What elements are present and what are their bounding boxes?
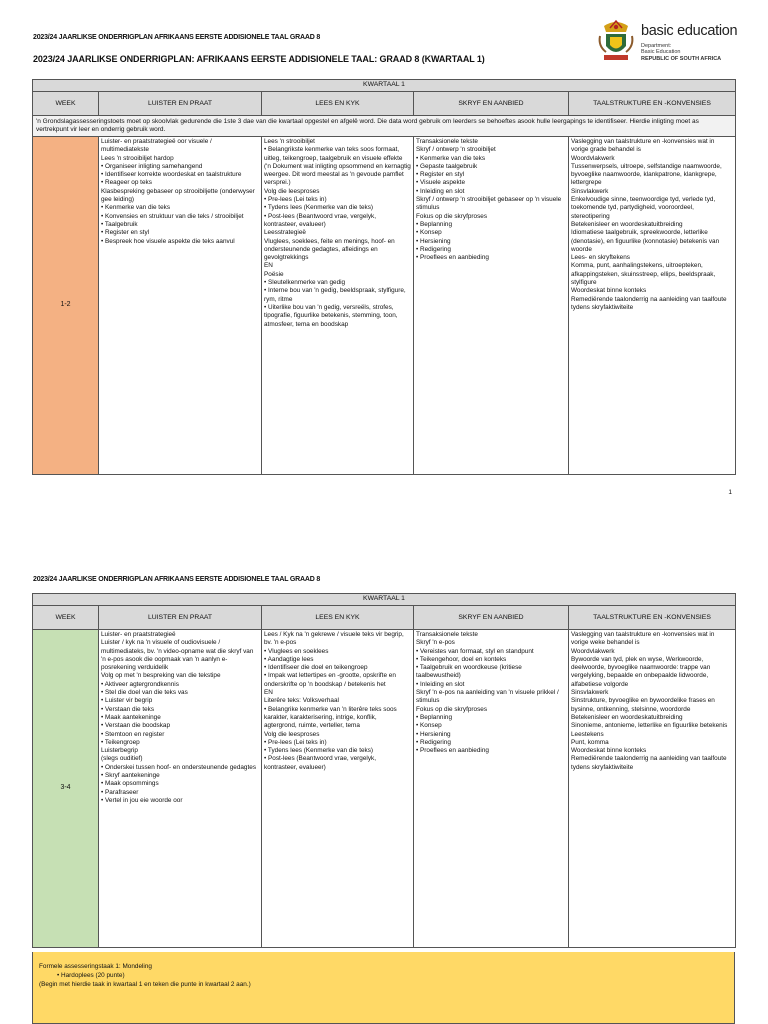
cell-line: Skryf 'n e-pos — [416, 639, 455, 647]
cell-line: Vaslegging van taalstrukture en -konvensies wat in vorige grade behandel is — [571, 138, 715, 154]
cell-line: Leestekens — [571, 730, 604, 738]
cell-line: Lees 'n strooibiljet — [264, 138, 315, 145]
column-header-lees: LEES EN KYK — [262, 606, 414, 630]
cell-line: • Maak aantekeninge — [101, 713, 161, 721]
cell-line: • Verstaan die boodskap — [101, 722, 171, 730]
cell-line: Lees- en skryftekens — [571, 254, 630, 262]
cell-line: Luister- en praatstrategieë oor visuele / multimediatekste — [101, 138, 212, 154]
luister-cell — [99, 630, 262, 948]
taal-cell — [569, 630, 736, 948]
cell-line: • Post-lees (Beantwoord vrae, vergelyk, kontrasteer, evalueer) — [264, 212, 376, 228]
page-gap — [0, 512, 768, 566]
cell-line: Lees / Kyk na 'n gekrewe / visuele teks vir begrip, bv. 'n e-pos — [264, 631, 404, 647]
lesson-plan-table — [32, 593, 736, 948]
coat-of-arms-icon — [596, 18, 636, 64]
lesson-plan-table — [32, 79, 736, 475]
cell-line: ('n Dokument wat inligting opsommend en kernagtig weergee. Dit word meestal as 'n gevoude pamflet versprei.) — [264, 162, 411, 187]
running-header: 2023/24 JAARLIKSE ONDERRIGPLAN AFRIKAANS EERSTE ADDISIONELE TAAL GRAAD 8 — [33, 34, 321, 41]
running-header: 2023/24 JAARLIKSE ONDERRIGPLAN AFRIKAANS EERSTE ADDISIONELE TAAL GRAAD 8 — [33, 576, 321, 583]
column-header-skryf: SKRYF EN AANBIED — [414, 92, 569, 116]
cell-line: Klasbespreking gebaseer op strooibiljette (onderwyser gee leiding) — [101, 187, 255, 204]
cell-line: • Hersiening — [416, 237, 451, 245]
cell-line: • Redigering — [416, 245, 451, 253]
cell-line: • Konsep — [416, 229, 442, 237]
logo-brand-text: basic education — [641, 23, 738, 39]
baseline-assessment-note: 'n Grondslagassesseringstoets moet op skoolvlak gedurende die 1ste 3 dae van die kwartaal opgestel en afgelê word. Die data word gebruik om leerders se behoeftes asook hulle leergapings te identifiseer. Hierdie inligting moet as vertrekpunt vir leer en onderrig gebruik word. — [33, 116, 736, 137]
document-title: 2023/24 JAARLIKSE ONDERRIGPLAN: AFRIKAANS EERSTE ADDISIONELE TAAL: GRAAD 8 (KWARTAAL 1) — [33, 54, 485, 64]
luister-cell — [99, 137, 262, 475]
cell-line: Leesstrategieë — [264, 229, 306, 237]
week-cell: 1-2 — [33, 137, 99, 475]
cell-line: • Vereistes van formaat, styl en standpunt — [416, 647, 534, 655]
cell-line: Bywoorde van tyd, plek en wyse, Werkwoorde, deelwoorde, byvoeglike naamwoorde: trappe van vergelyking, bepaalde en onbepaalde lidwoorde, alfabetiese volgorde — [571, 655, 711, 688]
cell-line: • Uiterlike bou van 'n gedig, versreëls, strofes, tipografie, figuurlike betekenis, stemming, toon, atmosfeer, tema en boodskap — [264, 303, 398, 328]
cell-line: Skryf 'n e-pos na aanleiding van 'n visuele prikkel / stimulus — [416, 689, 559, 705]
cell-line: Remediërende taalonderrig na aanleiding van taalfoute tydens skryfaktiwiteite — [571, 295, 727, 311]
cell-line: • Maak opsommings — [101, 780, 159, 788]
cell-line: • Sleutelkenmerke van gedig — [264, 279, 346, 287]
cell-line: • Taalgebruik — [101, 220, 138, 228]
cell-line: Enkelvoudige sinne, teenwoordige tyd, verlede tyd, toekomende tyd, partydigheid, vooroordeel, stereotipering — [571, 196, 716, 220]
cell-line: • Konvensies en struktuur van die teks / strooibiljet — [101, 212, 244, 220]
cell-line: • Identifiseer korrekte woordeskat en taalstrukture — [101, 171, 242, 179]
cell-line: EN — [264, 689, 273, 697]
cell-line: Sinstrukture, byvoeglike en bywoordelike frases en bysinne, ontkenning, stelsinne, woordorde — [571, 697, 715, 713]
skryf-cell — [414, 630, 569, 948]
column-header-week: WEEK — [33, 606, 99, 630]
cell-line: EN — [264, 262, 273, 270]
cell-line: (slegs ouditief) — [101, 755, 143, 763]
cell-line: • Belangrike kenmerke van 'n literêre teks soos karakter, karakterisering, intrige, konflik, agtergrond, ruimte, verteller, tema — [264, 705, 397, 730]
cell-line: • Proeflees en aanbieding — [416, 254, 489, 262]
term-header: KWARTAAL 1 — [33, 80, 736, 92]
cell-line: • Reageer op teks — [101, 179, 152, 187]
cell-line: • Parafraseer — [101, 788, 139, 796]
cell-line: • Hersiening — [416, 730, 451, 738]
cell-line: • Vluglees en soeklees — [264, 647, 329, 655]
cell-line: • Interne bou van 'n gedig, beeldspraak, stylfigure, rym, ritme — [264, 287, 406, 303]
cell-line: Woordvlakwerk — [571, 154, 615, 162]
cell-line: • Inleiding en slot — [416, 680, 465, 688]
cell-line: • Post-lees (Beantwoord vrae, vergelyk, kontrasteer, evalueer) — [264, 755, 376, 771]
cell-line: • Beplanning — [416, 713, 452, 721]
cell-line: Transaksionele tekste — [416, 631, 478, 638]
department-logo — [596, 18, 746, 68]
cell-line: Woordeskat binne konteks — [571, 747, 647, 755]
column-header-taal: TAALSTRUKTURE EN -KONVENSIES — [569, 92, 736, 116]
cell-line: Sinsvlakwerk — [571, 187, 609, 195]
logo-department-text: Department: Basic Education REPUBLIC OF SOUTH AFRICA — [641, 43, 722, 62]
skryf-cell — [414, 137, 569, 475]
assessment-note: (Begin met hierdie taak in kwartaal 1 en teken die punte in kwartaal 2 aan.) — [39, 981, 251, 988]
cell-line: • Pre-lees (Lei teks in) — [264, 196, 327, 204]
assessment-bullet: • Hardoplees (20 punte) — [57, 972, 125, 979]
cell-line: • Proeflees en aanbieding — [416, 747, 489, 755]
cell-line: • Gepaste taalgebruik — [416, 162, 478, 170]
week-cell: 3-4 — [33, 630, 99, 948]
cell-line: Punt, komma — [571, 738, 609, 746]
cell-line: Komma, punt, aanhalingstekens, uitroepteken, afkappingsteken, skuinsstreep, ellips, beeldspraak, stylfigure — [571, 262, 716, 287]
cell-line: Sinsvlakwerk — [571, 689, 609, 697]
cell-line: • Skryf aantekeninge — [101, 772, 160, 780]
column-header-taal: TAALSTRUKTURE EN -KONVENSIES — [569, 606, 736, 630]
column-header-skryf: SKRYF EN AANBIED — [414, 606, 569, 630]
column-header-lees: LEES EN KYK — [262, 92, 414, 116]
cell-line: Betekenisleer en woordeskatuitbreiding — [571, 220, 683, 228]
cell-line: Fokus op die skryfproses — [416, 705, 488, 713]
taal-cell — [569, 137, 736, 475]
cell-line: • Visuele aspekte — [416, 179, 466, 187]
cell-line: • Teikengroep — [101, 738, 140, 746]
cell-line: • Aktiveer agtergrondkennis — [101, 680, 179, 688]
cell-line: • Luister vir begrip — [101, 697, 153, 705]
column-header-week: WEEK — [33, 92, 99, 116]
cell-line: • Onderskei tussen hoof- en ondersteunende gedagtes — [101, 763, 257, 771]
cell-line: • Kenmerke van die teks — [416, 154, 486, 162]
cell-line: Luister / kyk na 'n visuele of oudiovisuele / multimediateks, bv. 'n video-opname wat die skryf van 'n e-pos asook die oopmaak van 'n aanlyn e-posrekening verduidelik — [101, 639, 254, 672]
cell-line: Vaslegging van taalstrukture en -konvensies wat in vorige weke behandel is — [571, 631, 715, 647]
cell-line: Sinonieme, antonieme, letterlike en figuurlike betekenis — [571, 722, 728, 730]
cell-line: Transaksionele tekste — [416, 138, 478, 145]
cell-line: • Stel die doel van die teks vas — [101, 689, 188, 697]
cell-line: • Konsep — [416, 722, 442, 730]
cell-line: • Kenmerke van die teks — [101, 204, 171, 212]
cell-line: Betekenisleer en woordeskatuitbreiding — [571, 713, 683, 721]
cell-line: • Impak wat lettertipes en -grootte, opskrifte en onderskrifte op 'n boodskap / betekenis het — [264, 672, 396, 688]
assessment-title: Formele assesseringstaak 1: Mondeling — [39, 963, 152, 970]
cell-line: Luisterbegrip — [101, 747, 138, 755]
cell-line: Poësie — [264, 270, 284, 278]
cell-line: • Stemtoon en register — [101, 730, 165, 738]
cell-line: • Identifiseer die doel en teikengroep — [264, 664, 368, 672]
cell-line: Lees 'n strooibiljet hardop — [101, 154, 174, 162]
cell-line: • Teikengehoor, doel en konteks — [416, 655, 507, 663]
cell-line: • Register en styl — [416, 171, 465, 179]
cell-line: • Beplanning — [416, 220, 452, 228]
cell-line: • Register en styl — [101, 229, 150, 237]
cell-line: • Belangrikste kenmerke van teks soos formaat, uitleg, teikengroep, taalgebruik en visuele effekte — [264, 146, 403, 162]
cell-line: • Taalgebruik en woordkeuse (kritiese taalbewustheid) — [416, 664, 522, 680]
cell-line: Luister- en praatstrategieë — [101, 631, 176, 638]
cell-line: Woordvlakwerk — [571, 647, 615, 655]
cell-line: Tussenwerpsels, uitroepe, selfstandige naamwoorde, byvoeglike naamwoorde, klankpatrone, klankgrepe, lettergrepe — [571, 162, 722, 187]
cell-line: • Inleiding en slot — [416, 187, 465, 195]
cell-line: Woordeskat binne konteks — [571, 287, 647, 295]
cell-line: • Aandagtige lees — [264, 655, 314, 663]
cell-line: Volg die leesproses — [264, 187, 320, 195]
cell-line: Literêre teks: Volksverhaal — [264, 697, 339, 705]
cell-line: Skryf / ontwerp 'n strooibiljet gebaseer op 'n visuele stimulus — [416, 196, 562, 212]
cell-line: • Bespreek hoe visuele aspekte die teks aanvul — [101, 237, 235, 245]
cell-line: Idiomatiese taalgebruik, spreekwoorde, letterlike (denotasie), en figuurlike (konnotasie) betekenis van woorde — [571, 229, 720, 253]
cell-line: • Verstaan die teks — [101, 705, 155, 713]
cell-line: • Tydens lees (Kenmerke van die teks) — [264, 204, 374, 212]
formal-assessment-box — [32, 952, 735, 1024]
lees-cell — [262, 137, 414, 475]
page-number: 1 — [728, 489, 732, 496]
cell-line: Fokus op die skryfproses — [416, 212, 488, 220]
cell-line: Volg op met 'n bespreking van die tekstipe — [101, 672, 221, 680]
cell-line: • Tydens lees (Kenmerke van die teks) — [264, 747, 374, 755]
column-header-luister: LUISTER EN PRAAT — [99, 92, 262, 116]
cell-line: Skryf / ontwerp 'n strooibiljet — [416, 146, 496, 154]
cell-line: Volg die leesproses — [264, 730, 320, 738]
cell-line: • Vertel in jou eie woorde oor — [101, 796, 183, 804]
column-header-luister: LUISTER EN PRAAT — [99, 606, 262, 630]
cell-line: • Organiseer inligting samehangend — [101, 162, 203, 170]
cell-line: Remediërende taalonderrig na aanleiding van taalfoute tydens skryfaktiwiteite — [571, 755, 727, 771]
document-page-2 — [0, 566, 768, 1024]
term-header: KWARTAAL 1 — [33, 594, 736, 606]
cell-line: Vluglees, soeklees, feite en menings, hoof- en ondersteunende gedagtes, afleidings en gevolgtrekkings — [264, 237, 395, 262]
cell-line: • Redigering — [416, 738, 451, 746]
cell-line: • Pre-lees (Lei teks in) — [264, 738, 327, 746]
lees-cell — [262, 630, 414, 948]
